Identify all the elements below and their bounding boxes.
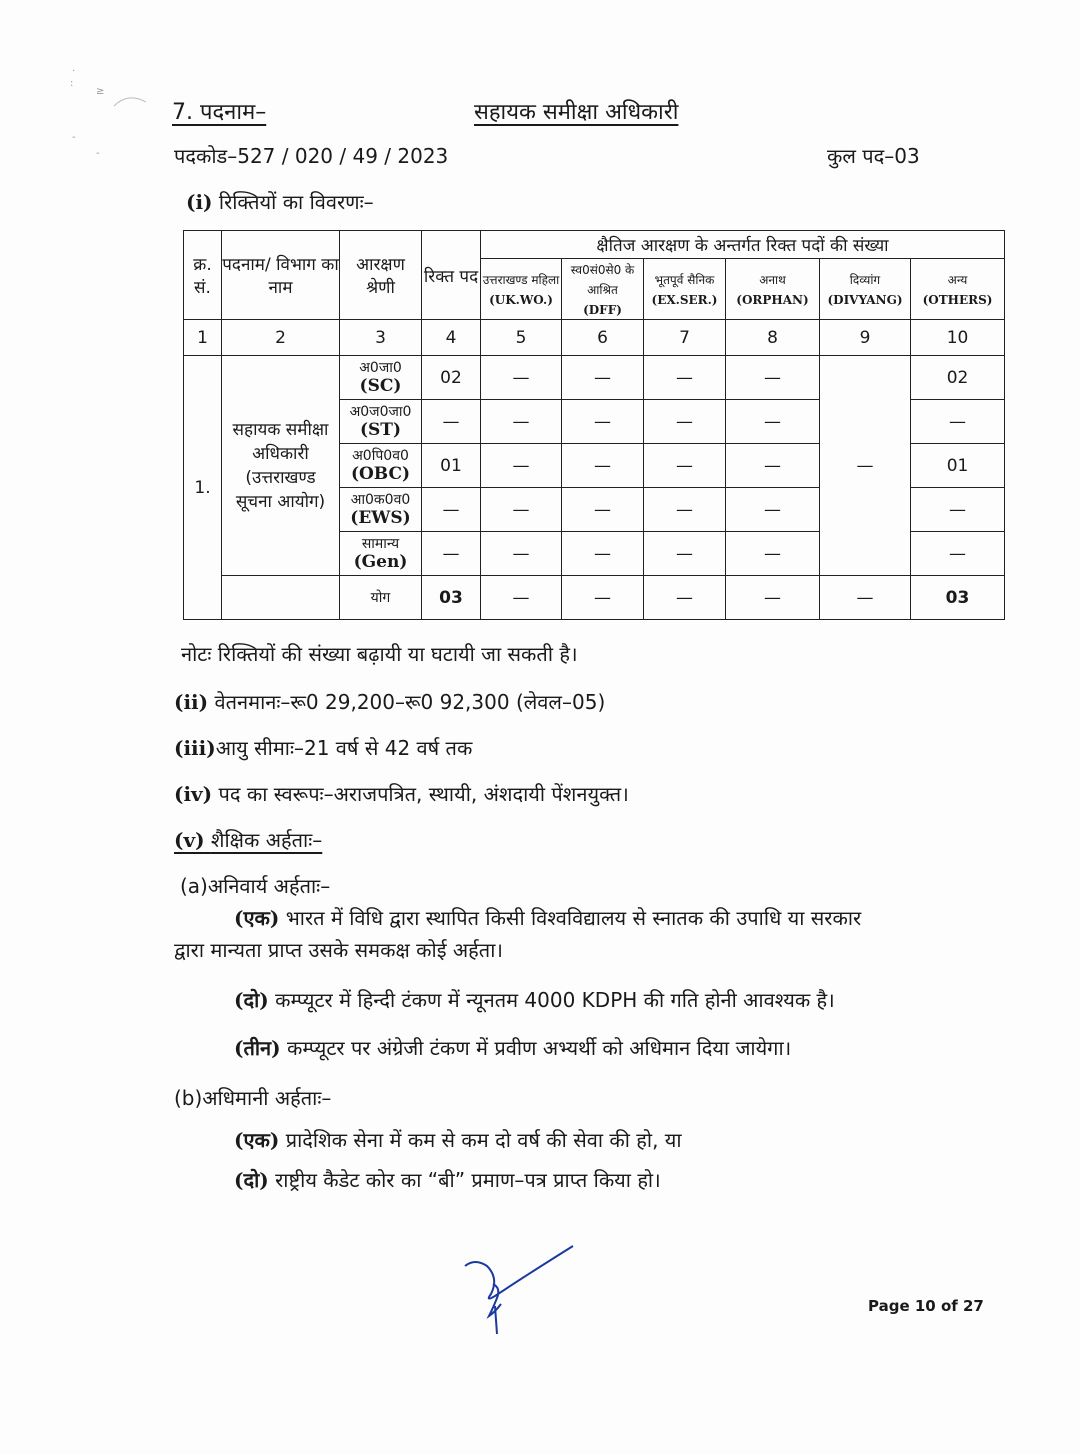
- others-cell: —: [911, 400, 1005, 444]
- table-cell: —: [481, 576, 562, 620]
- essential-item-2: (दो) कम्प्यूटर में हिन्दी टंकण में न्यूनतम 4000 KDPH की गति होनी आवश्यक है।: [234, 988, 835, 1012]
- table-cell: —: [644, 576, 726, 620]
- table-cell: —: [644, 444, 726, 488]
- margin-arc: [110, 92, 150, 112]
- preferential-heading: (b)अधिमानी अर्हताः–: [174, 1086, 332, 1110]
- margin-mark: ≥: [96, 86, 105, 97]
- table-cell: —: [562, 400, 644, 444]
- header-vacant: रिक्त पद: [422, 231, 481, 320]
- vacancy-table: [183, 230, 1005, 620]
- subheader-cell: स्व0सं0से0 के आश्रित (DFF): [562, 259, 644, 320]
- col-number: 5: [481, 320, 562, 356]
- others-cell: —: [911, 488, 1005, 532]
- table-cell: —: [726, 444, 820, 488]
- category-cell: सामान्य (Gen): [340, 532, 422, 576]
- vacancy-heading: (i) रिक्तियों का विवरणः–: [186, 190, 374, 214]
- header-horizontal: क्षैतिज आरक्षण के अन्तर्गत रिक्त पदों की संख्या: [481, 231, 1005, 259]
- essential-item-1-line-2: द्वारा मान्यता प्राप्त उसके समकक्ष कोई अर्हता।: [174, 938, 503, 962]
- essential-item-1-line-1: (एक) भारत में विधि द्वारा स्थापित किसी विश्वविद्यालय से स्नातक की उपाधि या सरकार: [234, 906, 862, 930]
- post-nature: (iv) पद का स्वरूपः–अराजपत्रित, स्थायी, अंशदायी पेंशनयुक्त।: [174, 782, 629, 806]
- note: नोटः रिक्तियों की संख्या बढ़ायी या घटायी जा सकती है।: [181, 642, 578, 666]
- col-number: 9: [820, 320, 911, 356]
- vacant-cell: —: [422, 532, 481, 576]
- total-label-spacer: [222, 576, 340, 620]
- table-cell: —: [726, 532, 820, 576]
- category-cell: अ0ज0जा0 (ST): [340, 400, 422, 444]
- vacant-cell: —: [422, 488, 481, 532]
- col-number: 8: [726, 320, 820, 356]
- age-limit: (iii)आयु सीमाः–21 वर्ष से 42 वर्ष तक: [174, 736, 473, 760]
- table-cell: —: [820, 576, 911, 620]
- table-cell: —: [726, 356, 820, 400]
- others-cell: 02: [911, 356, 1005, 400]
- others-cell: 01: [911, 444, 1005, 488]
- col-number: 1: [184, 320, 222, 356]
- col-number: 3: [340, 320, 422, 356]
- preferential-item-1: (एक) प्रादेशिक सेना में कम से कम दो वर्ष की सेवा की हो, या: [234, 1128, 682, 1152]
- subheader-cell: अनाथ (ORPHAN): [726, 259, 820, 320]
- margin-mark: :: [70, 78, 74, 89]
- table-cell: —: [644, 488, 726, 532]
- margin-mark: -: [96, 148, 100, 159]
- category-cell: आ0क0व0 (EWS): [340, 488, 422, 532]
- table-cell: —: [481, 400, 562, 444]
- divyang-merged-cell: —: [820, 356, 911, 576]
- margin-mark: -: [72, 132, 76, 143]
- subheader-cell: दिव्यांग (DIVYANG): [820, 259, 911, 320]
- total-vacant: 03: [422, 576, 481, 620]
- post-code: पदकोड–527 / 020 / 49 / 2023: [174, 144, 449, 168]
- category-cell: अ0पि0व0 (OBC): [340, 444, 422, 488]
- header-serial: क्र. सं.: [184, 231, 222, 320]
- table-cell: —: [726, 488, 820, 532]
- table-cell: —: [562, 444, 644, 488]
- header-post: पदनाम/ विभाग का नाम: [222, 231, 340, 320]
- margin-mark: ·: [72, 66, 76, 77]
- serial-cell: 1.: [184, 356, 222, 620]
- education-heading: (v) शैक्षिक अर्हताः–: [174, 828, 323, 852]
- col-number: 4: [422, 320, 481, 356]
- table-cell: —: [644, 532, 726, 576]
- essential-heading: (a)अनिवार्य अर्हताः–: [180, 874, 331, 898]
- table-cell: —: [562, 488, 644, 532]
- subheader-cell: अन्य (OTHERS): [911, 259, 1005, 320]
- section-number-title: 7. पदनाम–: [172, 100, 267, 125]
- total-label: योग: [340, 576, 422, 620]
- post-dept-cell: सहायक समीक्षा अधिकारी (उत्तराखण्ड सूचना आयोग): [222, 356, 340, 576]
- table-cell: —: [481, 444, 562, 488]
- table-cell: —: [726, 400, 820, 444]
- col-number: 2: [222, 320, 340, 356]
- header-category: आरक्षण श्रेणी: [340, 231, 422, 320]
- table-cell: —: [562, 532, 644, 576]
- total-others: 03: [911, 576, 1005, 620]
- subheader-cell: भूतपूर्व सैनिक (EX.SER.): [644, 259, 726, 320]
- section-title: [172, 96, 266, 126]
- page-number: Page 10 of 27: [868, 1297, 984, 1315]
- post-name: सहायक समीक्षा अधिकारी: [474, 100, 679, 125]
- signature: [455, 1236, 585, 1346]
- table-cell: —: [562, 356, 644, 400]
- vacant-cell: —: [422, 400, 481, 444]
- essential-item-3: (तीन) कम्प्यूटर पर अंग्रेजी टंकण में प्रवीण अभ्यर्थी को अधिमान दिया जायेगा।: [234, 1036, 792, 1060]
- table-cell: —: [644, 400, 726, 444]
- pay-scale: (ii) वेतनमानः–रू0 29,200–रू0 92,300 (लेवल–05): [174, 690, 606, 714]
- col-number: 6: [562, 320, 644, 356]
- table-cell: —: [481, 356, 562, 400]
- col-number: 7: [644, 320, 726, 356]
- table-cell: —: [644, 356, 726, 400]
- col-number: 10: [911, 320, 1005, 356]
- table-cell: —: [726, 576, 820, 620]
- vacant-cell: 02: [422, 356, 481, 400]
- table-cell: —: [481, 488, 562, 532]
- others-cell: —: [911, 532, 1005, 576]
- category-cell: अ0जा0 (SC): [340, 356, 422, 400]
- total-posts: कुल पद–03: [827, 144, 920, 168]
- vacant-cell: 01: [422, 444, 481, 488]
- subheader-cell: उत्तराखण्ड महिला (UK.WO.): [481, 259, 562, 320]
- table-cell: —: [562, 576, 644, 620]
- preferential-item-2: (दो) राष्ट्रीय कैडेट कोर का “बी” प्रमाण–पत्र प्राप्त किया हो।: [234, 1168, 661, 1192]
- table-cell: —: [481, 532, 562, 576]
